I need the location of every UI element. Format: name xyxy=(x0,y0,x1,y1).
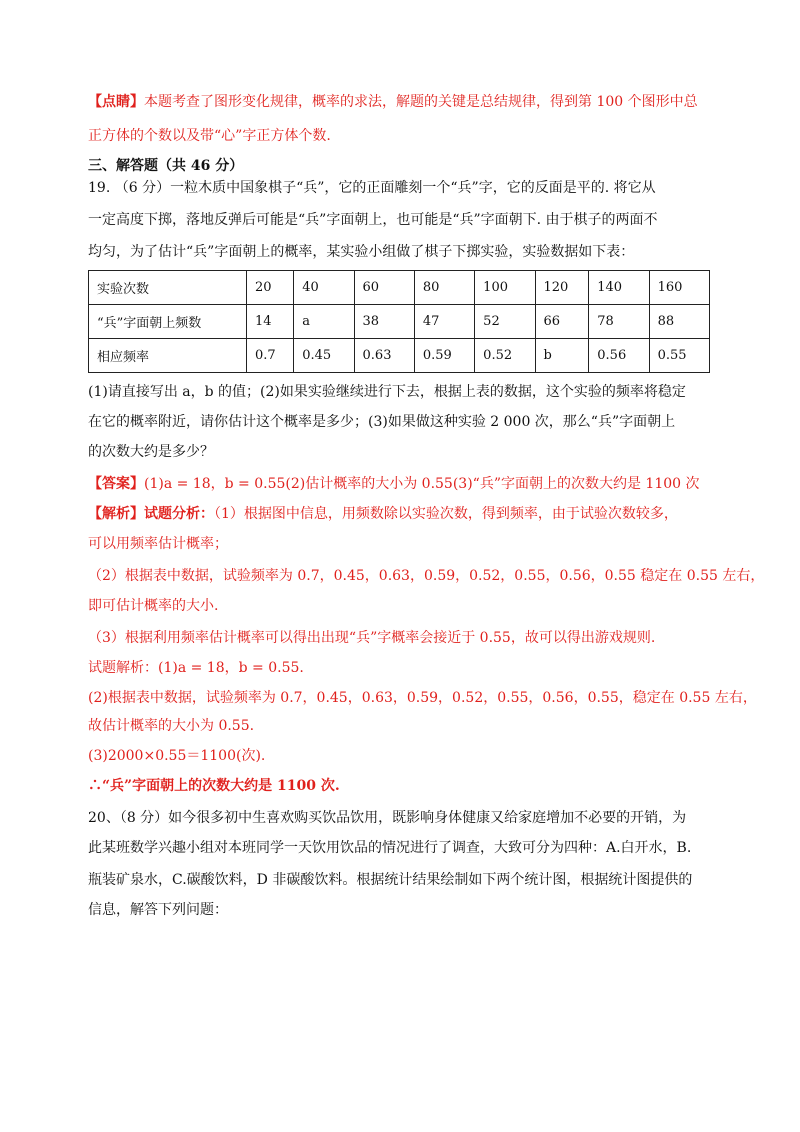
table-cell: 88 xyxy=(649,305,709,339)
q20-line-4: 信息，解答下列问题： xyxy=(88,902,228,918)
q19-sub-2: 在它的概率附近，请你估计这个概率是多少；(3)如果做这种实验 2 000 次，那么“兵”字面朝上 xyxy=(88,414,676,430)
table-cell: 0.63 xyxy=(354,339,414,373)
table-cell: 52 xyxy=(475,305,535,339)
table-cell: 0.59 xyxy=(414,339,474,373)
q19-line-2: 一定高度下掷，落地反弹后可能是“兵”字面朝上，也可能是“兵”字面朝下. 由于棋子的两面不 xyxy=(88,212,658,228)
answer-text: (1)a = 18，b = 0.55(2)估计概率的大小为 0.55(3)“兵”字面朝上的次数大约是 1100 次 xyxy=(144,476,700,492)
analysis-line-2: 可以用频率估计概率； xyxy=(88,536,228,552)
analysis-line-3: （2）根据表中数据，试验频率为 0.7，0.45，0.63，0.59，0.52，0.55，0.56，0.55 稳定在 0.55 左右， xyxy=(88,568,765,584)
q19-line-1: 19. （6 分）一粒木质中国象棋子“兵”，它的正面雕刻一个“兵”字，它的反面是平的. 将它从 xyxy=(88,180,656,196)
answer-line xyxy=(88,474,700,494)
analysis-label: 试题分析： xyxy=(144,506,214,522)
table-cell: 20 xyxy=(247,271,294,305)
q19-line-3: 均匀，为了估计“兵”字面朝上的概率，某实验小组做了棋子下掷实验，实验数据如下表： xyxy=(88,244,635,260)
table-cell: a xyxy=(294,305,354,339)
table-cell: 66 xyxy=(535,305,589,339)
dianjing-line-1 xyxy=(88,92,698,112)
analysis-tag: 【解析】 xyxy=(88,506,144,522)
table-cell: 14 xyxy=(247,305,294,339)
q20-line-2: 此某班数学兴趣小组对本班同学一天饮用饮品的情况进行了调查，大致可分为四种：A.白开水，B. xyxy=(88,840,692,856)
table-cell: 160 xyxy=(649,271,709,305)
q19-sub-1: (1)请直接写出 a，b 的值；(2)如果实验继续进行下去，根据上表的数据，这个实验的频率将稳定 xyxy=(88,384,686,400)
table-row xyxy=(89,271,710,305)
table-cell: 78 xyxy=(589,305,649,339)
dianjing-line-2: 正方体的个数以及带“心”字正方体个数. xyxy=(88,128,331,144)
table-cell: 60 xyxy=(354,271,414,305)
analysis-line-5: （3）根据利用频率估计概率可以得出出现“兵”字概率会接近于 0.55，故可以得出游戏规则. xyxy=(88,630,656,646)
table-cell: 80 xyxy=(414,271,474,305)
table-row xyxy=(89,305,710,339)
table-cell: 40 xyxy=(294,271,354,305)
solution-line-4: (3)2000×0.55＝1100(次). xyxy=(88,748,266,764)
q20-line-3: 瓶装矿泉水，C.碳酸饮料，D 非碳酸饮料。根据统计结果绘制如下两个统计图，根据统计图提供的 xyxy=(88,872,693,888)
table-cell: 0.7 xyxy=(247,339,294,373)
table-cell: 0.45 xyxy=(294,339,354,373)
q19-sub-3: 的次数大约是多少？ xyxy=(88,444,214,460)
row-header-cell: 实验次数 xyxy=(89,271,247,305)
solution-line-1: 试题解析：(1)a = 18，b = 0.55. xyxy=(88,660,304,676)
solution-line-2: (2)根据表中数据，试验频率为 0.7，0.45，0.63，0.59，0.52，0.55，0.56，0.55，稳定在 0.55 左右， xyxy=(88,690,757,706)
dianjing-tag: 【点睛】 xyxy=(88,94,144,110)
solution-line-3: 故估计概率的大小为 0.55. xyxy=(88,718,255,734)
section-heading: 三、解答题（共 46 分） xyxy=(88,158,244,174)
dianjing-text-1: 本题考查了图形变化规律，概率的求法，解题的关键是总结规律，得到第 100 个图形中总 xyxy=(144,94,698,110)
table-cell: 140 xyxy=(589,271,649,305)
table-cell: 0.55 xyxy=(649,339,709,373)
table-cell: b xyxy=(535,339,589,373)
row-header-cell: “兵”字面朝上频数 xyxy=(89,305,247,339)
table-cell: 120 xyxy=(535,271,589,305)
table-cell: 0.56 xyxy=(589,339,649,373)
table-row xyxy=(89,339,710,373)
table-cell: 47 xyxy=(414,305,474,339)
solution-line-5: ∴“兵”字面朝上的次数大约是 1100 次. xyxy=(88,778,340,794)
answer-tag: 【答案】 xyxy=(88,476,144,492)
analysis-line-1 xyxy=(88,504,678,524)
analysis-line-4: 即可估计概率的大小. xyxy=(88,598,219,614)
table-cell: 100 xyxy=(475,271,535,305)
analysis-text-1: （1）根据图中信息，用频数除以实验次数，得到频率，由于试验次数较多， xyxy=(214,506,678,522)
row-header-cell: 相应频率 xyxy=(89,339,247,373)
experiment-table xyxy=(88,270,710,373)
q20-line-1: 20、（8 分）如今很多初中生喜欢购买饮品饮用，既影响身体健康又给家庭增加不必要的开销，为 xyxy=(88,810,687,826)
table-cell: 0.52 xyxy=(475,339,535,373)
table-cell: 38 xyxy=(354,305,414,339)
